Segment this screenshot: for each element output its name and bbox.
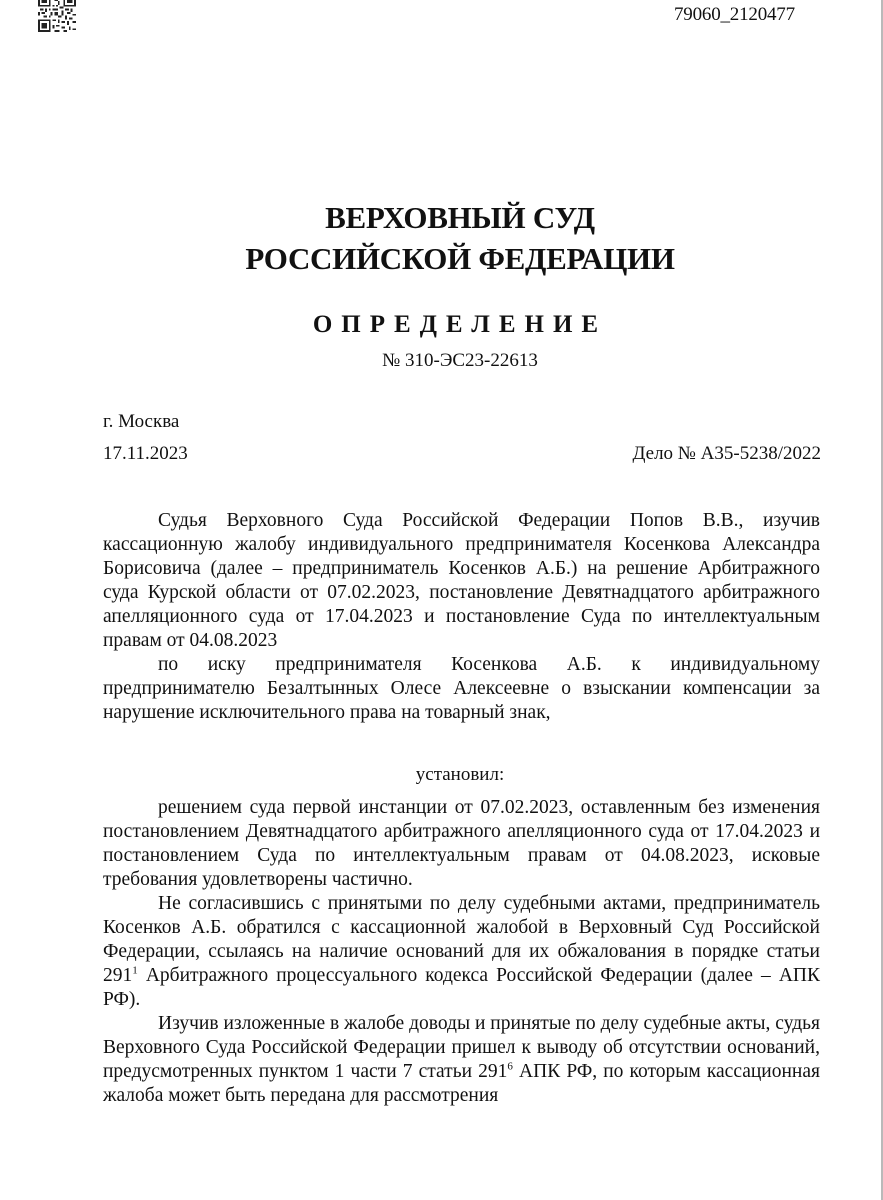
body-text: Арбитражного процессуального кодекса Российской Федерации (далее – АПК РФ).: [103, 965, 820, 1010]
court-title: [0, 197, 883, 279]
body-section: [103, 796, 820, 1108]
resolved-label: установил:: [415, 764, 505, 785]
superscript: 1: [132, 964, 138, 977]
document-type-heading: ОПРЕДЕЛЕНИЕ: [312, 311, 608, 338]
intro-paragraph: Судья Верховного Суда Российской Федерации Попов В.В., изучив кассационную жалобу индивидуального предпринимателя Косенкова Александра Борисовича (далее – предприниматель Косенков А.Б.) на решение Арбитражного суда Курской области от 07.02.2023, постановление Девятнадцатого арбитражного апелляционного суда от 17.04.2023 и постановление Суда по интеллектуальным правам от 04.08.2023: [103, 510, 820, 651]
court-title-line1: ВЕРХОВНЫЙ СУД: [325, 200, 595, 235]
superscript: 6: [507, 1060, 513, 1073]
body-text: АПК РФ, по которым кассационная жалоба может быть передана для рассмотрения: [103, 1061, 820, 1106]
decision-date: 17.11.2023: [103, 443, 188, 464]
court-title-line2: РОССИЙСКОЙ ФЕДЕРАЦИИ: [245, 241, 675, 276]
body-paragraph: решением суда первой инстанции от 07.02.2023, оставленным без изменения постановлением Девятнадцатого арбитражного апелляционного суда от 17.04.2023 и постановлением Суда по интеллектуальным правам от 04.08.2023, исковые требования удовлетворены частично.: [103, 797, 820, 890]
case-number: Дело № А35-5238/2022: [632, 443, 821, 464]
city: г. Москва: [103, 411, 180, 432]
qr-code-icon: [38, 0, 76, 32]
document-id: 79060_2120477: [674, 4, 795, 25]
body-text: Изучив изложенные в жалобе доводы и принятые по делу судебные акты, судья Верховного Суда Российской Федерации пришел к выводу об отсутствии оснований, предусмотренных пунктом 1 части 7 статьи 291: [103, 1013, 820, 1082]
body-text: Не согласившись с принятыми по делу судебными актами, предприниматель Косенков А.Б. обратился с кассационной жалобой в Верховный Суд Российской Федерации, ссылаясь на наличие оснований для их обжалования в порядке статьи 291: [103, 893, 820, 986]
intro-paragraph: по иску предпринимателя Косенкова А.Б. к индивидуальному предпринимателю Безалтынных Олесе Алексеевне о взыскании компенсации за нарушение исключительного права на товарный знак,: [103, 654, 820, 723]
body-paragraph: [103, 1012, 820, 1108]
intro-section: [103, 509, 820, 725]
document-number: № 310-ЭС23-22613: [382, 350, 538, 371]
body-paragraph: [103, 892, 820, 1012]
